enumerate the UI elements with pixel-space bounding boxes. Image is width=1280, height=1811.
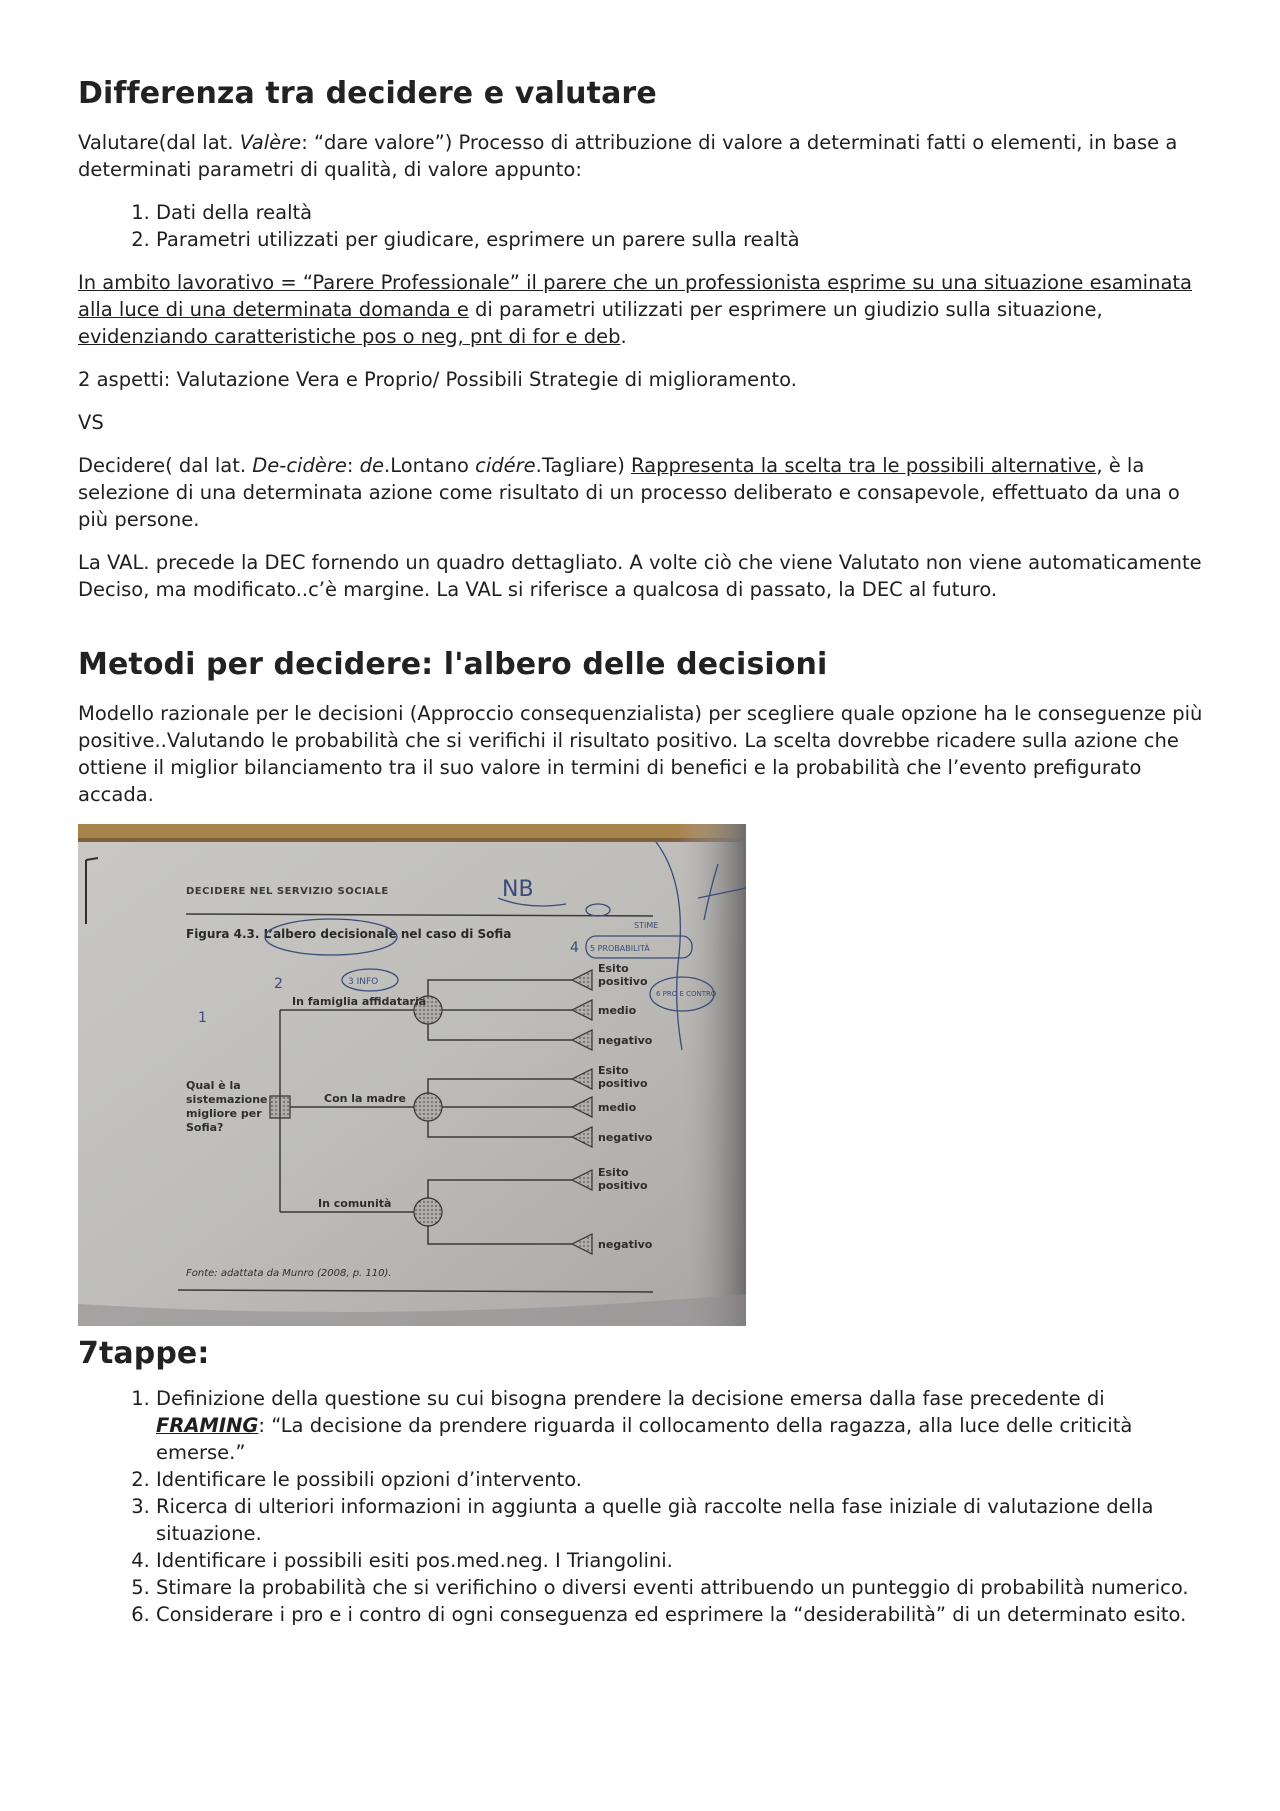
text-run-italic: De-cidère (252, 454, 347, 477)
chance-node-madre (414, 1093, 442, 1121)
text-run-italic: de (359, 454, 385, 477)
framing-term: FRAMING (156, 1414, 259, 1437)
underlined-text: Rappresenta la scelta tra le possibili alternative (631, 454, 1097, 477)
outcome-label: negativo (598, 1238, 653, 1251)
text-run: Valutare(dal lat. (78, 131, 240, 154)
text-run: : “dare valore”) Processo di attribuzione di valore a determinati fatti o elementi, in base a determinati parametri di qualità, di valore appunto: (78, 131, 1178, 181)
decision-tree-photo (78, 824, 746, 1326)
outcome-label: negativo (598, 1034, 653, 1047)
section-title-albero-decisioni: Metodi per decidere: l'albero delle decisioni (78, 647, 828, 682)
wood-strip-shadow (78, 838, 746, 842)
question-line: sistemazione (186, 1093, 268, 1106)
wood-strip (78, 824, 746, 840)
document-body (78, 76, 1208, 1644)
note-6: 6 PRO E CONTRO (656, 990, 717, 998)
outcome-label: negativo (598, 1131, 653, 1144)
note-nb: NB (502, 877, 534, 902)
step-item: 2. Identificare le possibili opzioni d’intervento. (156, 1466, 1208, 1493)
outcome-label: Esito (598, 1166, 629, 1179)
text-run: Definizione della questione su cui bisogna prendere la decisione emersa dalla fase precedente di (156, 1387, 1105, 1410)
text-run-italic: cidére (475, 454, 536, 477)
note-3: 3 INFO (348, 977, 379, 987)
text-run: , è la selezione di una determinata azione come risultato di un processo deliberato e consapevole, effettuato da una o più persone. (78, 454, 1180, 531)
aspetti-paragraph: 2 aspetti: Valutazione Vera e Proprio/ Possibili Strategie di miglioramento. (78, 368, 797, 391)
option-label-comunita: In comunità (318, 1197, 392, 1210)
step-item (156, 1385, 1208, 1466)
steps-list (78, 1385, 1208, 1628)
step-item: 4. Identificare i possibili esiti pos.med.neg. I Triangolini. (156, 1547, 1208, 1574)
note-1: 1 (198, 1010, 207, 1026)
text-run: . (620, 325, 627, 348)
albero-paragraph: Modello razionale per le decisioni (Approccio consequenzialista) per scegliere quale opzione ha le conseguenze più positive..Valutando le probabilità che si verifichi il risultato positivo. La scelta dovrebbe ricadere sulla azione che ottiene il miglior bilanciamento tra il suo valore in termini di benefici e la probabilità che l’evento prefigurato accada. (78, 702, 1203, 806)
text-run: Decidere( dal lat. (78, 454, 253, 477)
step-item: 6. Considerare i pro e i contro di ogni conseguenza ed esprimere la “desiderabilità” di un determinato esito. (156, 1601, 1208, 1628)
text-run: : (346, 454, 360, 477)
decidere-paragraph (78, 452, 1208, 533)
question-line: Qual è la (186, 1079, 241, 1092)
text-run-italic: Valère (239, 131, 302, 154)
outcome-label: Esito (598, 1064, 629, 1077)
text-run: di parametri utilizzati per esprimere un giudizio sulla situazione, (468, 298, 1103, 321)
outcome-label: Esito (598, 962, 629, 975)
note-4: 4 (570, 940, 579, 956)
list-item: 1. Dati della realtà (156, 199, 1208, 226)
question-line: Sofia? (186, 1121, 224, 1134)
section-title-decidere-valutare: Differenza tra decidere e valutare (78, 76, 657, 111)
option-label-madre: Con la madre (324, 1092, 406, 1105)
note-5: 5 PROBABILITÀ (590, 944, 650, 953)
outcome-label: positivo (598, 975, 648, 988)
note-2: 2 (274, 976, 283, 992)
underlined-text: In ambito lavorativo = “Parere Professionale” il parere che un professionista esprime su una situazione esaminata alla luce di una determinata domanda e (78, 271, 1193, 321)
section-title-7tappe: 7tappe: (78, 1336, 210, 1371)
note-stime: STIME (634, 921, 659, 930)
parere-paragraph (78, 269, 1208, 350)
figure-caption: Figura 4.3. L’albero decisionale nel caso di Sofia (186, 927, 512, 941)
val-dec-paragraph: La VAL. precede la DEC fornendo un quadro dettagliato. A volte ciò che viene Valutato non viene automaticamente Deciso, ma modificato..c’è margine. La VAL si riferisce a qualcosa di passato, la DEC al futuro. (78, 551, 1202, 601)
outcome-label: positivo (598, 1179, 648, 1192)
list-item: 2. Parametri utilizzati per giudicare, esprimere un parere sulla realtà (156, 226, 1208, 253)
figure-source: Fonte: adattata da Munro (2008, p. 110). (186, 1268, 392, 1279)
vs-paragraph: VS (78, 411, 104, 434)
step-item: 3. Ricerca di ulteriori informazioni in aggiunta a quelle già raccolte nella fase iniziale di valutazione della situazione. (156, 1493, 1208, 1547)
outcome-label: positivo (598, 1077, 648, 1090)
question-line: migliore per (186, 1107, 262, 1120)
outcome-label: medio (598, 1101, 637, 1114)
page-edge-shadow (678, 824, 746, 1326)
text-run: .Tagliare) (535, 454, 632, 477)
chance-node-comunita (414, 1198, 442, 1226)
step-item: 5. Stimare la probabilità che si verifichino o diversi eventi attribuendo un punteggio di probabilità numerico. (156, 1574, 1208, 1601)
text-run: .Lontano (384, 454, 476, 477)
outcome-label: medio (598, 1004, 637, 1017)
figure-header: DECIDERE NEL SERVIZIO SOCIALE (186, 886, 389, 897)
text-run: : “La decisione da prendere riguarda il collocamento della ragazza, alla luce delle criticità emerse.” (156, 1414, 1133, 1464)
valutare-paragraph (78, 129, 1208, 183)
underlined-text: evidenziando caratteristiche pos o neg, pnt di for e deb (78, 325, 621, 348)
decision-tree-figure (78, 824, 746, 1326)
option-label-affidataria: In famiglia affidataria (292, 995, 427, 1008)
valutare-list (78, 199, 1208, 253)
